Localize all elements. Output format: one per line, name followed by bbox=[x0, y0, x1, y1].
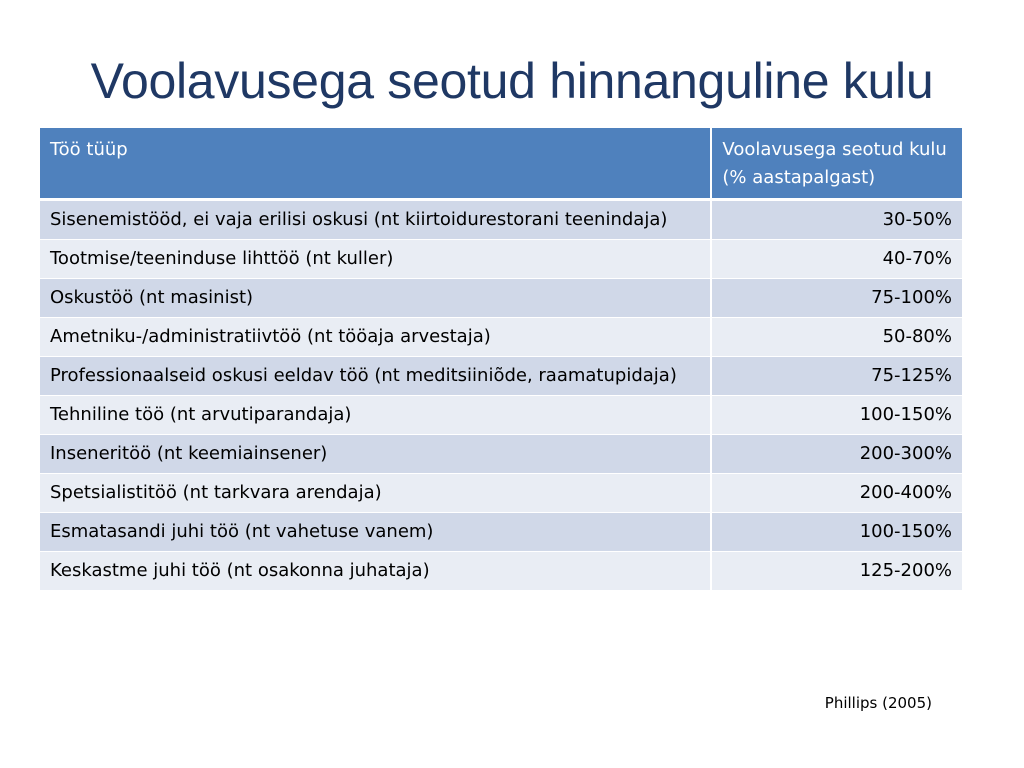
table-row bbox=[40, 552, 962, 591]
cost-cell: 50-80% bbox=[711, 318, 962, 357]
cost-cell: 100-150% bbox=[711, 396, 962, 435]
job-type-cell: Oskustöö (nt masinist) bbox=[40, 279, 711, 318]
job-type-cell: Tootmise/teeninduse lihttöö (nt kuller) bbox=[40, 240, 711, 279]
job-type-cell: Keskastme juhi töö (nt osakonna juhataja) bbox=[40, 552, 711, 591]
table-header-row bbox=[40, 128, 962, 200]
source-citation: Phillips (2005) bbox=[824, 694, 932, 712]
header-job-type: Töö tüüp bbox=[40, 128, 711, 200]
job-type-cell: Spetsialistitöö (nt tarkvara arendaja) bbox=[40, 474, 711, 513]
header-turnover-cost: Voolavusega seotud kulu (% aastapalgast) bbox=[711, 128, 962, 200]
cost-cell: 200-300% bbox=[711, 435, 962, 474]
cost-cell: 30-50% bbox=[711, 200, 962, 240]
table-row bbox=[40, 513, 962, 552]
cost-cell: 75-125% bbox=[711, 357, 962, 396]
table-row bbox=[40, 435, 962, 474]
table-row bbox=[40, 240, 962, 279]
job-type-cell: Inseneritöö (nt keemiainsener) bbox=[40, 435, 711, 474]
job-type-cell: Tehniline töö (nt arvutiparandaja) bbox=[40, 396, 711, 435]
table-row bbox=[40, 318, 962, 357]
cost-cell: 75-100% bbox=[711, 279, 962, 318]
table-row bbox=[40, 200, 962, 240]
table-row bbox=[40, 396, 962, 435]
cost-cell: 100-150% bbox=[711, 513, 962, 552]
turnover-cost-table bbox=[40, 128, 962, 590]
cost-cell: 200-400% bbox=[711, 474, 962, 513]
job-type-cell: Professionaalseid oskusi eeldav töö (nt meditsiiniõde, raamatupidaja) bbox=[40, 357, 711, 396]
table-row bbox=[40, 357, 962, 396]
table-row bbox=[40, 279, 962, 318]
job-type-cell: Esmatasandi juhi töö (nt vahetuse vanem) bbox=[40, 513, 711, 552]
cost-cell: 40-70% bbox=[711, 240, 962, 279]
cost-cell: 125-200% bbox=[711, 552, 962, 591]
job-type-cell: Ametniku-/administratiivtöö (nt tööaja arvestaja) bbox=[40, 318, 711, 357]
table-row bbox=[40, 474, 962, 513]
job-type-cell: Sisenemistööd, ei vaja erilisi oskusi (nt kiirtoidurestorani teenindaja) bbox=[40, 200, 711, 240]
slide-title: Voolavusega seotud hinnanguline kulu bbox=[90, 53, 934, 109]
